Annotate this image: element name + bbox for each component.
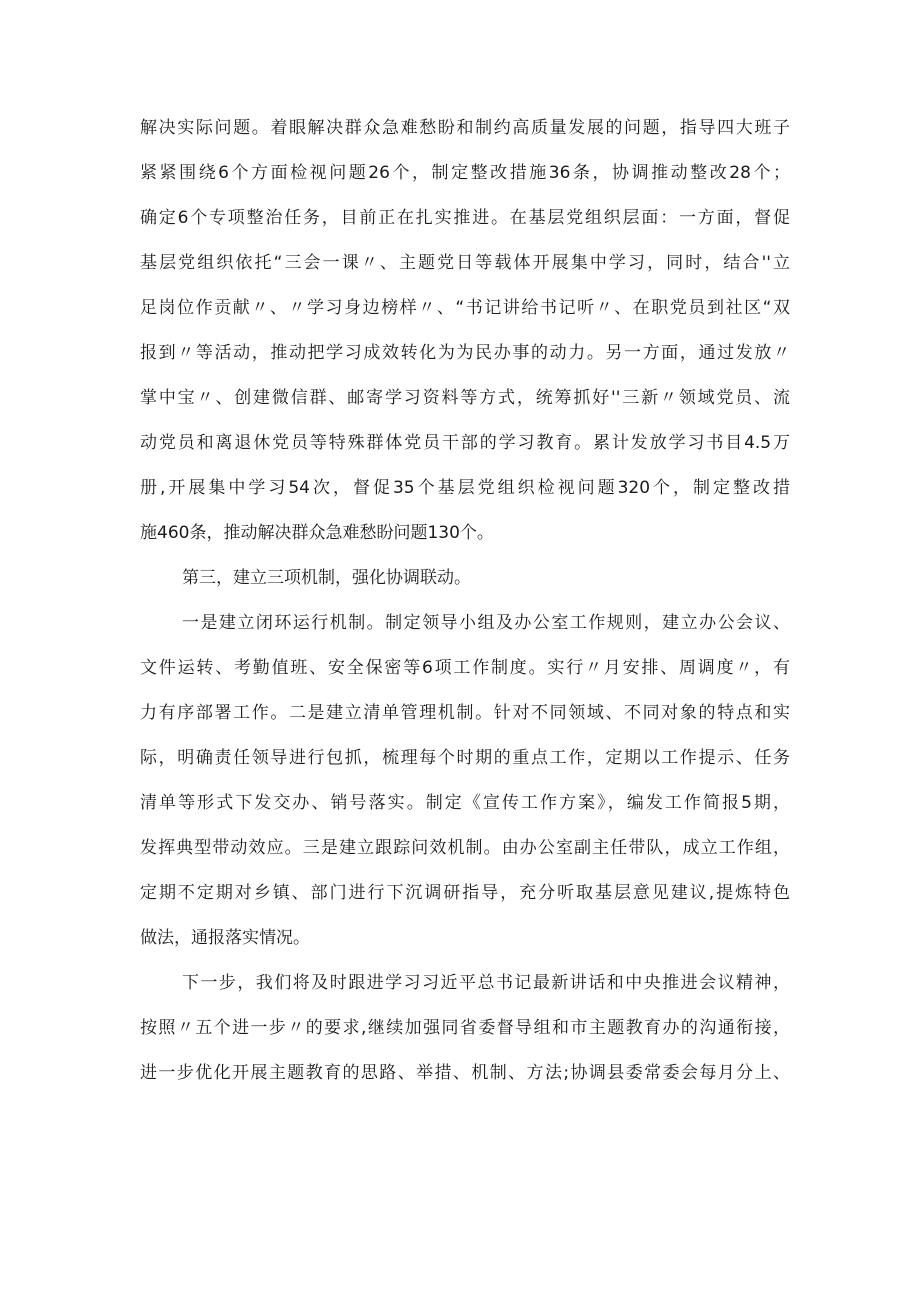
text-line: 定期不定期对乡镇、部门进行下沉调研指导，充分听取基层意见建议,提炼特色 [140,883,790,903]
text-line: 足岗位作贡献〃、〃学习身边榜样〃、“书记讲给书记听〃、在职党员到社区“双 [140,298,790,318]
text-line: 力有序部署工作。二是建立清单管理机制。针对不同领域、不同对象的特点和实 [140,703,790,723]
text-line: 报到〃等活动，推动把学习成效转化为为民办事的动力。另一方面，通过发放〃 [140,343,790,363]
text-line: 按照〃五个进一步〃的要求,继续加强同省委督导组和市主题教育办的沟通衔接， [140,1018,790,1038]
text-line: 确定6个专项整治任务，目前正在扎实推进。在基层党组织层面：一方面，督促 [140,208,790,228]
text-line: 下一步，我们将及时跟进学习习近平总书记最新讲话和中央推进会议精神， [182,973,790,993]
text-line: 基层党组织依托“三会一课〃、主题党日等载体开展集中学习，同时，结合''立 [140,253,790,273]
text-line: 掌中宝〃、创建微信群、邮寄学习资料等方式，统筹抓好''三新〃领域党员、流 [140,388,790,408]
text-line: 一是建立闭环运行机制。制定领导小组及办公室工作规则，建立办公会议、 [182,613,790,633]
text-line: 解决实际问题。着眼解决群众急难愁盼和制约高质量发展的问题，指导四大班子 [140,118,790,138]
text-line: 施460条，推动解决群众急难愁盼问题130个。 [140,523,494,543]
text-line: 进一步优化开展主题教育的思路、举措、机制、方法;协调县委常委会每月分上、 [140,1063,790,1083]
text-line: 清单等形式下发交办、销号落实。制定《宣传工作方案》，编发工作简报5期， [140,793,790,813]
text-line: 册,开展集中学习54次，督促35个基层党组织检视问题320个，制定整改措 [140,478,790,498]
text-line: 发挥典型带动效应。三是建立跟踪问效机制。由办公室副主任带队，成立工作组， [140,838,790,858]
text-line: 做法，通报落实情况。 [140,928,310,948]
section-heading: 第三，建立三项机制，强化协调联动。 [182,568,471,588]
text-line: 文件运转、考勤值班、安全保密等6项工作制度。实行〃月安排、周调度〃，有 [140,658,790,678]
text-line: 紧紧围绕6个方面检视问题26个，制定整改措施36条，协调推动整改28个； [140,163,790,183]
text-line: 际，明确责任领导进行包抓，梳理每个时期的重点工作，定期以工作提示、任务 [140,748,790,768]
text-line: 动党员和离退休党员等特殊群体党员干部的学习教育。累计发放学习书目4.5万 [140,433,790,453]
